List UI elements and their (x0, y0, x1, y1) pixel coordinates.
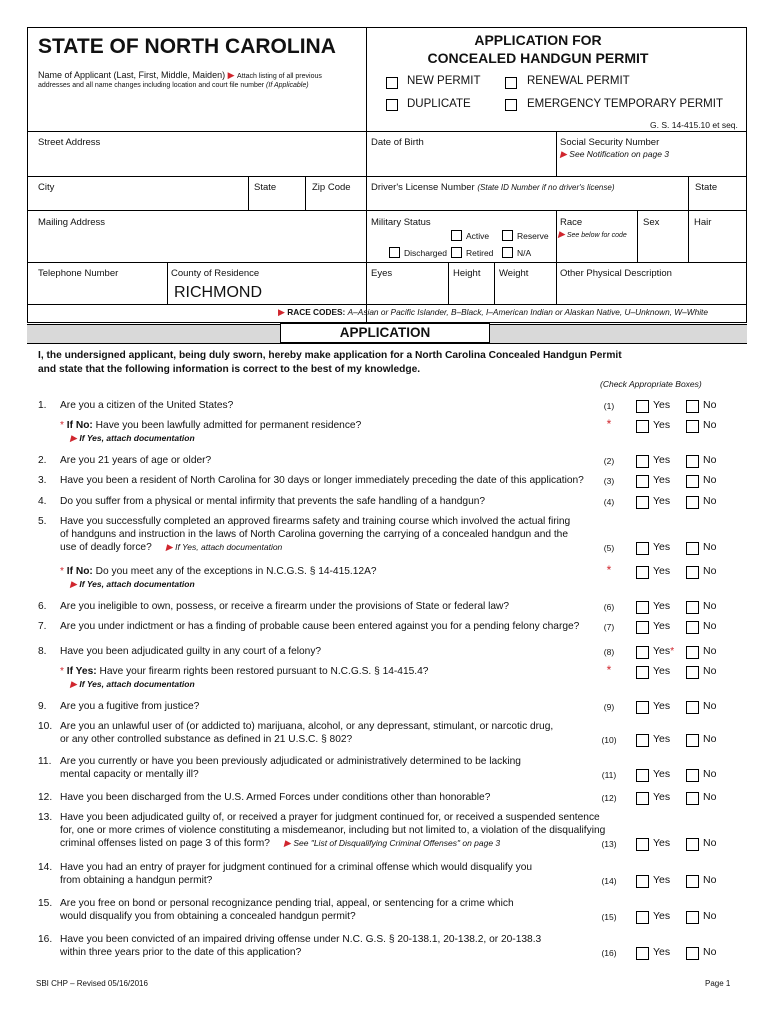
yes-label: Yes (653, 665, 671, 677)
question-code: (13) (601, 839, 617, 849)
question-text (60, 666, 428, 677)
new-permit-label: NEW PERMIT (407, 75, 481, 87)
no-checkbox[interactable] (686, 734, 699, 747)
question-text (60, 947, 301, 958)
yes-label: Yes (653, 474, 671, 486)
military-na-checkbox[interactable] (502, 247, 513, 258)
question-text (60, 825, 605, 836)
yes-label: Yes (653, 837, 671, 849)
question-code: (3) (603, 476, 615, 486)
inline-note: ▶ If Yes, attach documentation (165, 542, 283, 552)
state-label: State (254, 182, 277, 193)
question-line: criminal offenses listed on page 3 of this form? (60, 838, 270, 849)
question-text (60, 862, 532, 873)
duplicate-checkbox[interactable] (386, 99, 398, 111)
question-number: 14. (38, 862, 53, 873)
question-code: (8) (603, 647, 615, 657)
state-title: STATE OF NORTH CAROLINA (38, 35, 336, 58)
no-label: No (703, 474, 717, 486)
dl-state-label: State (695, 182, 718, 193)
question-number: 13. (38, 812, 53, 823)
yes-checkbox[interactable] (636, 420, 649, 433)
question-number: 7. (38, 621, 47, 632)
no-checkbox[interactable] (686, 542, 699, 555)
question-line: within three years prior to the date of this application? (60, 947, 302, 958)
question-line: or any other controlled substance as defined in 21 U.S.C. § 802? (60, 734, 353, 745)
asterisk-icon: * (60, 566, 67, 577)
question-line: Have you been convicted of an impaired driving offense under N.C. G.S. § 20-138.1, 20-138.2, or 20-138.3 (60, 934, 542, 945)
name-label: Name of Applicant (Last, First, Middle, Maiden) ▶ Attach listing of all previous (38, 70, 322, 80)
question-code: (9) (603, 702, 615, 712)
yes-label: Yes (653, 399, 671, 411)
asterisk-icon: * (670, 645, 675, 657)
no-label: No (703, 419, 717, 431)
question-line: from obtaining a handgun permit? (60, 875, 213, 886)
question-text (60, 734, 352, 745)
weight-label: Weight (499, 268, 529, 279)
sex-label: Sex (643, 217, 660, 228)
military-discharged-label: Discharged (404, 248, 447, 258)
question-code: (12) (601, 793, 617, 803)
question-line: mental capacity or mentally ill? (60, 769, 199, 780)
question-line: Do you meet any of the exceptions in N.C.G.S. § 14-415.12A? (95, 566, 377, 577)
military-na-label: N/A (517, 248, 532, 258)
inline-note: ▶ See "List of Disqualifying Criminal Offenses" on page 3 (283, 838, 501, 848)
yes-label: Yes* (653, 645, 675, 657)
asterisk-icon: * (60, 666, 67, 677)
no-label: No (703, 399, 717, 411)
no-label: No (703, 791, 717, 803)
check-note: (Check Appropriate Boxes) (600, 379, 702, 389)
asterisk-icon: * (60, 420, 67, 431)
military-reserve-label: Reserve (517, 231, 549, 241)
question-text (60, 542, 282, 553)
question-number: 9. (38, 701, 47, 712)
no-label: No (703, 565, 717, 577)
hair-label: Hair (694, 217, 712, 228)
question-code: (7) (603, 622, 615, 632)
question-number: 11. (38, 756, 52, 767)
question-text (60, 420, 361, 431)
ssn-note: ▶ See Notification on page 3 (560, 149, 670, 159)
intro-line1: I, the undersigned applicant, being duly sworn, hereby make application for a North Carolina Concealed Handgun Permit (38, 350, 622, 361)
question-lead: If Yes: (66, 666, 97, 677)
question-code: (16) (601, 948, 617, 958)
question-line: of handguns and instruction in the laws of North Carolina governing the carrying of a concealed handgun and the (60, 529, 569, 540)
statute-ref: G. S. 14-415.10 et seq. (650, 120, 738, 130)
yes-label: Yes (653, 910, 671, 922)
question-line: Are you currently or have you been previously adjudicated or administratively determined to be lacking (60, 756, 521, 767)
dl-label: Driver's License Number (State ID Number if no driver's license) (371, 182, 615, 193)
county-label: County of Residence (171, 268, 260, 279)
yes-checkbox[interactable] (636, 769, 649, 782)
question-number: 4. (38, 496, 47, 507)
arrow-icon: ▶ (227, 70, 235, 80)
duplicate-label: DUPLICATE (407, 98, 471, 110)
yes-checkbox[interactable] (636, 496, 649, 509)
yes-label: Yes (653, 541, 671, 553)
question-text (60, 911, 356, 922)
yes-checkbox[interactable] (636, 566, 649, 579)
renewal-permit-checkbox[interactable] (505, 77, 517, 89)
question-line: Are you under indictment or has a finding of probable cause been entered against you for a pending felony charge? (60, 621, 580, 632)
new-permit-checkbox[interactable] (386, 77, 398, 89)
question-line: Have you been lawfully admitted for permanent residence? (95, 420, 362, 431)
question-number: 10. (38, 721, 53, 732)
yes-label: Yes (653, 419, 671, 431)
question-number: 3. (38, 475, 47, 486)
no-label: No (703, 768, 717, 780)
question-number: 6. (38, 601, 47, 612)
question-line: would disqualify you from obtaining a concealed handgun permit? (60, 911, 356, 922)
name-note: addresses and all name changes including location and court file number (If Applicable) (38, 82, 309, 89)
question-lead: If No: (66, 566, 93, 577)
question-text (60, 721, 553, 732)
question-line: Are you an unlawful user of (or addicted to) marijuana, alcohol, or any depressant, stimulant, or narcotic drug, (60, 721, 554, 732)
question-text (60, 601, 509, 612)
no-checkbox[interactable] (686, 420, 699, 433)
military-label: Military Status (371, 217, 431, 228)
question-text (60, 875, 212, 886)
yes-checkbox[interactable] (636, 621, 649, 634)
yes-checkbox[interactable] (636, 838, 649, 851)
question-text (60, 475, 584, 486)
yes-checkbox[interactable] (636, 792, 649, 805)
no-checkbox[interactable] (686, 838, 699, 851)
yes-label: Yes (653, 874, 671, 886)
arrow-icon: ▶ (70, 679, 80, 689)
question-code: (5) (603, 543, 615, 553)
no-label: No (703, 700, 717, 712)
question-line: Have you been discharged from the U.S. Armed Forces under conditions other than honorable? (60, 792, 491, 803)
height-label: Height (453, 268, 481, 279)
yes-checkbox[interactable] (636, 701, 649, 714)
military-active-checkbox[interactable] (451, 230, 462, 241)
military-retired-label: Retired (466, 248, 494, 258)
no-label: No (703, 910, 717, 922)
sub-note: ▶ If Yes, attach documentation (70, 579, 195, 589)
county-value[interactable]: RICHMOND (174, 284, 262, 301)
question-text (60, 934, 541, 945)
page-number: Page 1 (705, 979, 731, 988)
question-code: (11) (601, 770, 617, 780)
no-checkbox[interactable] (686, 875, 699, 888)
no-label: No (703, 837, 717, 849)
yes-checkbox[interactable] (636, 601, 649, 614)
yes-checkbox[interactable] (636, 475, 649, 488)
question-line: Have you been adjudicated guilty in any court of a felony? (60, 646, 322, 657)
military-discharged-checkbox[interactable] (389, 247, 400, 258)
intro-line2: and state that the following information is correct to the best of my knowledge. (38, 364, 421, 375)
no-checkbox[interactable] (686, 666, 699, 679)
question-text (60, 838, 500, 849)
yes-checkbox[interactable] (636, 646, 649, 659)
question-text (60, 792, 490, 803)
yes-label: Yes (653, 791, 671, 803)
arrow-icon: ▶ (165, 542, 176, 552)
question-text (60, 646, 321, 657)
no-label: No (703, 874, 717, 886)
yes-label: Yes (653, 946, 671, 958)
app-title-line2: CONCEALED HANDGUN PERMIT (427, 50, 649, 66)
military-reserve-checkbox[interactable] (502, 230, 513, 241)
yes-checkbox[interactable] (636, 875, 649, 888)
no-checkbox[interactable] (686, 566, 699, 579)
no-label: No (703, 946, 717, 958)
question-number: 12. (38, 792, 53, 803)
question-number: 8. (38, 646, 47, 657)
question-code: * (606, 663, 612, 677)
question-number: 2. (38, 455, 47, 466)
yes-checkbox[interactable] (636, 911, 649, 924)
question-line: Do you suffer from a physical or mental infirmity that prevents the safe handling of a handgun? (60, 496, 486, 507)
question-line: Are you ineligible to own, possess, or receive a firearm under the provisions of State or federal law? (60, 601, 510, 612)
yes-checkbox[interactable] (636, 542, 649, 555)
question-code: * (606, 417, 612, 431)
sub-note: ▶ If Yes, attach documentation (70, 433, 195, 443)
question-code: (1) (603, 401, 615, 411)
arrow-icon: ▶ (70, 433, 80, 443)
question-number: 15. (38, 898, 53, 909)
question-code: (2) (603, 456, 615, 466)
ssn-label: Social Security Number (560, 137, 660, 148)
no-label: No (703, 454, 717, 466)
yes-checkbox[interactable] (636, 947, 649, 960)
question-code: (6) (603, 602, 615, 612)
emergency-permit-label: EMERGENCY TEMPORARY PERMIT (527, 98, 723, 110)
sub-note: ▶ If Yes, attach documentation (70, 679, 195, 689)
question-line: Have you had an entry of prayer for judgment continued for a criminal offense which would disqualify you (60, 862, 533, 873)
question-text (60, 496, 485, 507)
emergency-permit-checkbox[interactable] (505, 99, 517, 111)
question-text (60, 756, 521, 767)
yes-label: Yes (653, 454, 671, 466)
question-number: 1. (38, 400, 47, 411)
question-text (60, 566, 377, 577)
question-line: Have your firearm rights been restored pursuant to N.C.G.S. § 14-415.4? (99, 666, 429, 677)
question-lead: If No: (66, 420, 93, 431)
yes-label: Yes (653, 768, 671, 780)
no-checkbox[interactable] (686, 792, 699, 805)
question-text (60, 455, 211, 466)
street-address-label: Street Address (38, 137, 101, 148)
question-text (60, 400, 233, 411)
no-checkbox[interactable] (686, 646, 699, 659)
no-checkbox[interactable] (686, 769, 699, 782)
question-line: Are you a citizen of the United States? (60, 400, 234, 411)
arrow-icon: ▶ (283, 838, 294, 848)
question-code: (10) (601, 735, 617, 745)
app-title-line1: APPLICATION FOR (474, 32, 602, 48)
no-checkbox[interactable] (686, 621, 699, 634)
application-title: APPLICATION (339, 325, 431, 340)
question-number: 16. (38, 934, 53, 945)
question-code: (4) (603, 497, 615, 507)
yes-label: Yes (653, 620, 671, 632)
question-code: (14) (601, 876, 617, 886)
question-text (60, 812, 600, 823)
no-checkbox[interactable] (686, 496, 699, 509)
no-label: No (703, 541, 717, 553)
zip-label: Zip Code (312, 182, 351, 193)
yes-label: Yes (653, 733, 671, 745)
yes-label: Yes (653, 700, 671, 712)
question-text (60, 516, 570, 527)
question-line: for, one or more crimes of violence constituting a misdemeanor, including but not limited to, a violation of the disqualifying (60, 825, 606, 836)
yes-checkbox[interactable] (636, 400, 649, 413)
race-label: Race (560, 217, 583, 228)
question-text (60, 701, 199, 712)
other-desc-label: Other Physical Description (560, 268, 672, 279)
no-checkbox[interactable] (686, 455, 699, 468)
question-line: Have you been adjudicated guilty of, or received a prayer for judgment continued for, or received a suspended sentence (60, 812, 600, 823)
yes-checkbox[interactable] (636, 455, 649, 468)
question-text (60, 621, 579, 632)
question-code: * (606, 563, 612, 577)
yes-label: Yes (653, 495, 671, 507)
mailing-label: Mailing Address (38, 217, 106, 228)
question-line: Are you 21 years of age or older? (60, 455, 212, 466)
question-code: (15) (601, 912, 617, 922)
no-checkbox[interactable] (686, 400, 699, 413)
military-retired-checkbox[interactable] (451, 247, 462, 258)
question-number: 5. (38, 516, 47, 527)
no-label: No (703, 495, 717, 507)
no-checkbox[interactable] (686, 601, 699, 614)
question-text (60, 898, 514, 909)
race-codes: ▶ RACE CODES: A–Asian or Pacific Islander, B–Black, I–American Indian or Alaskan Native, U–Unknown, W–White (278, 307, 708, 317)
no-label: No (703, 645, 717, 657)
no-checkbox[interactable] (686, 947, 699, 960)
no-label: No (703, 620, 717, 632)
yes-label: Yes (653, 600, 671, 612)
eyes-label: Eyes (371, 268, 393, 279)
yes-checkbox[interactable] (636, 734, 649, 747)
yes-checkbox[interactable] (636, 666, 649, 679)
form-id: SBI CHP – Revised 05/16/2016 (36, 979, 148, 988)
race-note: ▶ See below for code (558, 229, 627, 239)
question-text (60, 769, 199, 780)
question-line: Have you successfully completed an approved firearms safety and training course which involved the actual firing (60, 516, 571, 527)
phone-label: Telephone Number (38, 268, 119, 279)
arrow-icon: ▶ (70, 579, 80, 589)
question-line: Have you been a resident of North Carolina for 30 days or longer immediately preceding the date of this application? (60, 475, 584, 486)
renewal-permit-label: RENEWAL PERMIT (527, 75, 630, 87)
question-line: use of deadly force? (60, 542, 152, 553)
no-label: No (703, 733, 717, 745)
no-label: No (703, 600, 717, 612)
no-checkbox[interactable] (686, 475, 699, 488)
city-label: City (38, 182, 55, 193)
question-line: Are you free on bond or personal recognizance pending trial, appeal, or sentencing for a crime which (60, 898, 514, 909)
dob-label: Date of Birth (371, 137, 424, 148)
no-checkbox[interactable] (686, 701, 699, 714)
military-active-label: Active (466, 231, 490, 241)
yes-label: Yes (653, 565, 671, 577)
question-text (60, 529, 568, 540)
question-line: Are you a fugitive from justice? (60, 701, 200, 712)
no-checkbox[interactable] (686, 911, 699, 924)
no-label: No (703, 665, 717, 677)
